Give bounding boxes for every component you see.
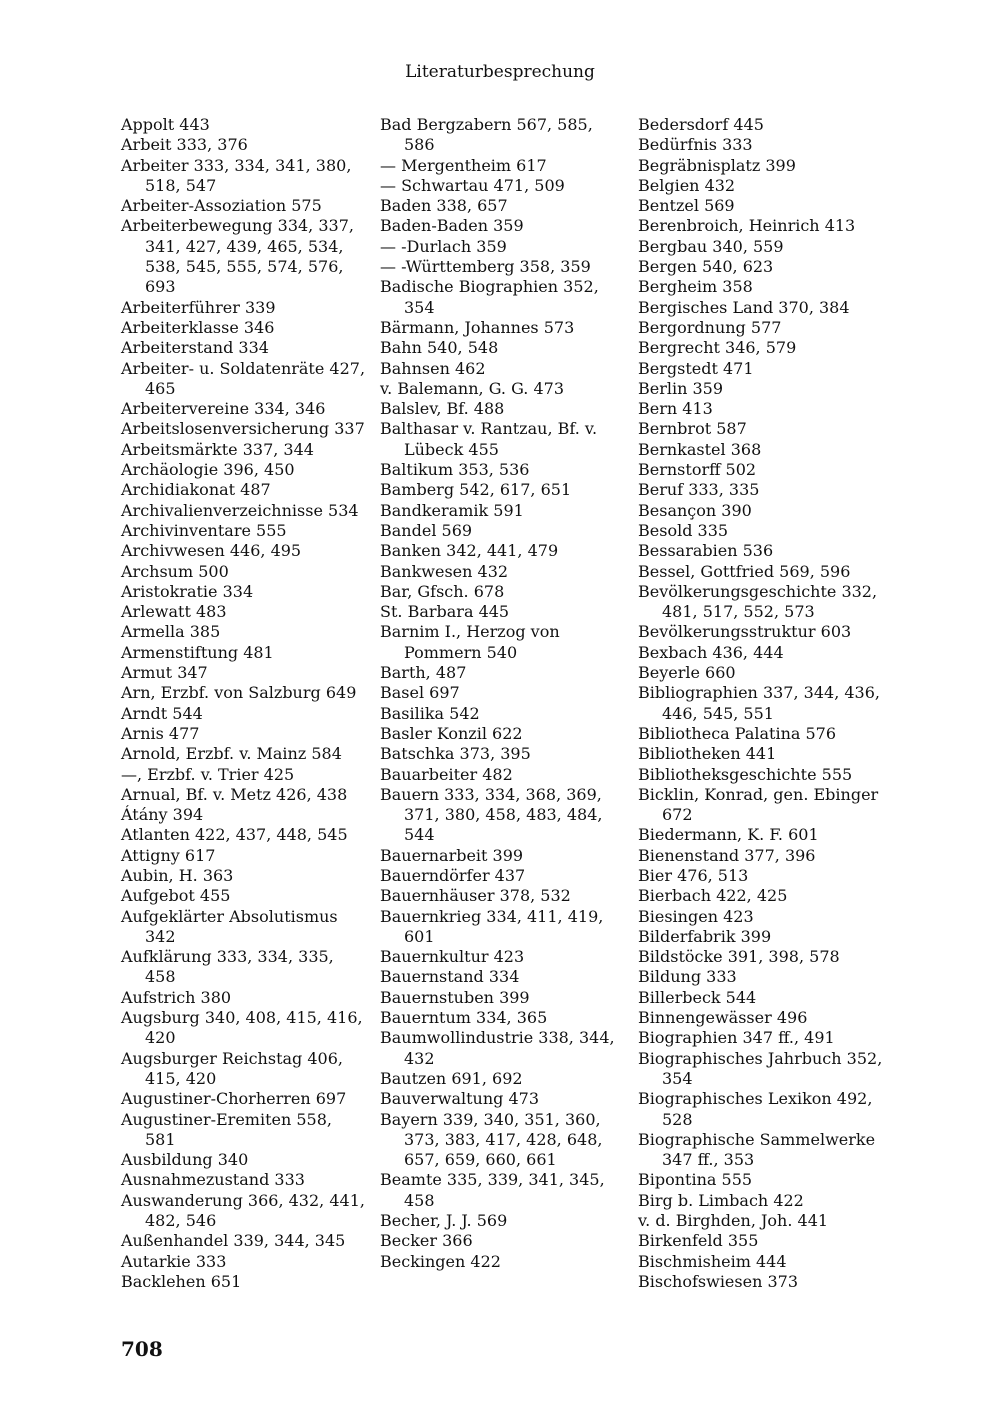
index-entry: Binnengewässer 496 xyxy=(638,1008,808,1028)
page-number: 708 xyxy=(121,1337,163,1361)
index-entry: Arbeit 333, 376 xyxy=(121,135,248,155)
index-entry: Bilderfabrik 399 xyxy=(638,926,772,946)
index-entry: Baumwollindustrie 338, 344, 432 xyxy=(380,1028,615,1068)
index-entry: Biographisches Lexikon 492, 528 xyxy=(638,1089,873,1129)
index-entry: Bipontina 555 xyxy=(638,1170,753,1190)
index-entry: Armella 385 xyxy=(121,622,221,642)
index-entry: Beckingen 422 xyxy=(380,1251,501,1271)
index-entry: Bauernkultur 423 xyxy=(380,947,525,967)
index-entry: Bern 413 xyxy=(638,399,713,419)
index-entry: Arbeiter-Assoziation 575 xyxy=(121,196,322,216)
index-entry: Augsburger Reichstag 406, 415, 420 xyxy=(121,1048,343,1088)
index-entry: Badische Biographien 352, 354 xyxy=(380,277,599,317)
index-entry: Archivwesen 446, 495 xyxy=(121,541,302,561)
index-entry: Bischofswiesen 373 xyxy=(638,1271,799,1291)
index-entry: Archidiakonat 487 xyxy=(121,480,271,500)
index-entry: Berenbroich, Heinrich 413 xyxy=(638,216,856,236)
index-entry: Arlewatt 483 xyxy=(121,602,227,622)
index-entry: — -Württemberg 358, 359 xyxy=(380,257,591,277)
index-entry: Bamberg 542, 617, 651 xyxy=(380,480,572,500)
index-entry: Arnold, Erzbf. v. Mainz 584 xyxy=(121,744,342,764)
index-entry: Bildung 333 xyxy=(638,967,737,987)
index-entry: Begräbnisplatz 399 xyxy=(638,155,796,175)
index-entry: Bauverwaltung 473 xyxy=(380,1089,540,1109)
index-entry: Bauernarbeit 399 xyxy=(380,845,524,865)
index-entry: Aufklärung 333, 334, 335, 458 xyxy=(121,947,334,987)
index-entry: v. Balemann, G. G. 473 xyxy=(380,378,564,398)
index-entry: Beyerle 660 xyxy=(638,663,736,683)
index-entry: Basilika 542 xyxy=(380,703,480,723)
index-entry: Baltikum 353, 536 xyxy=(380,460,530,480)
index-entry: Billerbeck 544 xyxy=(638,987,757,1007)
index-entry: Arn, Erzbf. von Salzburg 649 xyxy=(121,683,357,703)
index-entry: Bernbrot 587 xyxy=(638,419,747,439)
index-entry: Armut 347 xyxy=(121,663,208,683)
index-entry: Bärmann, Johannes 573 xyxy=(380,317,575,337)
index-entry: Augustiner-Eremiten 558, 581 xyxy=(121,1109,332,1149)
index-entry: Bildstöcke 391, 398, 578 xyxy=(638,947,840,967)
index-entry: Biographien 347 ff., 491 xyxy=(638,1028,835,1048)
index-entry: Basler Konzil 622 xyxy=(380,723,523,743)
index-entry: Arbeitslosenversicherung 337 xyxy=(121,419,365,439)
index-entry: Archäologie 396, 450 xyxy=(121,460,295,480)
index-entry: Bad Bergzabern 567, 585, 586 xyxy=(380,115,593,155)
index-entry: Arbeiterführer 339 xyxy=(121,297,276,317)
index-entry: Arbeiter 333, 334, 341, 380, 518, 547 xyxy=(121,155,352,195)
index-entry: Balthasar v. Rantzau, Bf. v. Lübeck 455 xyxy=(380,419,598,459)
index-entry: Aristokratie 334 xyxy=(121,581,254,601)
index-entry: Aufstrich 380 xyxy=(121,987,232,1007)
index-entry: Átány 394 xyxy=(121,805,204,825)
index-entry: Armenstiftung 481 xyxy=(121,642,274,662)
index-entry: Barnim I., Herzog von Pommern 540 xyxy=(380,622,560,662)
running-header: Literaturbesprechung xyxy=(405,62,595,82)
index-entry: Batschka 373, 395 xyxy=(380,744,531,764)
index-entry: Bibliotheksgeschichte 555 xyxy=(638,764,853,784)
index-entry: Bauernstand 334 xyxy=(380,967,520,987)
index-entry: v. d. Birghden, Joh. 441 xyxy=(638,1211,829,1231)
index-entry: Bexbach 436, 444 xyxy=(638,642,784,662)
index-entry: Bauern 333, 334, 368, 369, 371, 380, 458, 483, 484, 544 xyxy=(380,784,603,845)
index-entry: Arnual, Bf. v. Metz 426, 438 xyxy=(121,784,348,804)
index-entry: Beruf 333, 335 xyxy=(638,480,760,500)
index-entry: Bandkeramik 591 xyxy=(380,500,524,520)
index-entry: Bergordnung 577 xyxy=(638,317,782,337)
index-column-2 xyxy=(380,115,625,1272)
index-entry: Bahnsen 462 xyxy=(380,358,486,378)
index-entry: Bibliographien 337, 344, 436, 446, 545, 551 xyxy=(638,683,880,723)
index-entry: Bischmisheim 444 xyxy=(638,1251,787,1271)
index-entry: Bandel 569 xyxy=(380,520,473,540)
index-entry: Birkenfeld 355 xyxy=(638,1231,759,1251)
index-entry: Ausbildung 340 xyxy=(121,1150,249,1170)
index-entry: — Mergentheim 617 xyxy=(380,155,547,175)
index-entry: Aufgeklärter Absolutismus 342 xyxy=(121,906,338,946)
index-entry: Ausnahmezustand 333 xyxy=(121,1170,305,1190)
index-column-3 xyxy=(638,115,883,1292)
index-entry: Attigny 617 xyxy=(121,845,216,865)
index-entry: Bauernhäuser 378, 532 xyxy=(380,886,571,906)
index-entry: Bauernkrieg 334, 411, 419, 601 xyxy=(380,906,604,946)
index-entry: Bergisches Land 370, 384 xyxy=(638,297,850,317)
index-entry: Bergstedt 471 xyxy=(638,358,754,378)
index-entry: Bernkastel 368 xyxy=(638,439,762,459)
index-entry: Bevölkerungsgeschichte 332, 481, 517, 552, 573 xyxy=(638,581,878,622)
index-entry: Beamte 335, 339, 341, 345, 458 xyxy=(380,1170,605,1210)
index-entry: Bankwesen 432 xyxy=(380,561,509,581)
index-entry: Bergrecht 346, 579 xyxy=(638,338,797,358)
index-entry: Besançon 390 xyxy=(638,500,752,520)
index-entry: Aubin, H. 363 xyxy=(121,865,234,885)
index-entry: Becker 366 xyxy=(380,1231,473,1251)
index-entry: Birg b. Limbach 422 xyxy=(638,1190,804,1210)
index-entry: Augustiner-Chorherren 697 xyxy=(121,1089,347,1109)
index-entry: Arbeiterstand 334 xyxy=(121,338,269,358)
index-entry: Appolt 443 xyxy=(121,115,210,134)
index-entry: Bier 476, 513 xyxy=(638,865,749,885)
index-entry: Barth, 487 xyxy=(380,663,467,683)
index-entry: Atlanten 422, 437, 448, 545 xyxy=(121,825,348,845)
index-entry: Biographische Sammelwerke 347 ff., 353 xyxy=(638,1129,876,1170)
index-entry: Biedermann, K. F. 601 xyxy=(638,825,819,845)
index-entry: Bibliotheca Palatina 576 xyxy=(638,723,837,743)
index-entry: Bauerndörfer 437 xyxy=(380,865,526,885)
index-entry: Baden 338, 657 xyxy=(380,196,508,216)
index-entry: Arbeiterbewegung 334, 337, 341, 427, 439, 465, 534, 538, 545, 555, 574, 576, 693 xyxy=(121,216,354,297)
index-entry: Bienenstand 377, 396 xyxy=(638,845,816,865)
index-entry: — -Durlach 359 xyxy=(380,236,507,256)
index-entry: — Schwartau 471, 509 xyxy=(380,175,565,195)
index-entry: —, Erzbf. v. Trier 425 xyxy=(121,764,295,784)
index-entry: Belgien 432 xyxy=(638,175,736,195)
index-entry: Biographisches Jahrbuch 352, 354 xyxy=(638,1048,883,1088)
index-entry: Bessarabien 536 xyxy=(638,541,774,561)
index-entry: Arbeiter- u. Soldatenräte 427, 465 xyxy=(121,358,366,398)
index-entry: Autarkie 333 xyxy=(121,1251,227,1271)
index-entry: Bedersdorf 445 xyxy=(638,115,764,134)
index-entry: Berlin 359 xyxy=(638,378,724,398)
index-entry: Bar, Gfsch. 678 xyxy=(380,581,505,601)
index-entry: Bergbau 340, 559 xyxy=(638,236,784,256)
index-entry: Bierbach 422, 425 xyxy=(638,886,788,906)
index-entry: Becher, J. J. 569 xyxy=(380,1211,508,1231)
index-entry: Arbeitsmärkte 337, 344 xyxy=(121,439,314,459)
index-entry: Außenhandel 339, 344, 345 xyxy=(121,1231,346,1251)
index-entry: Bergen 540, 623 xyxy=(638,257,774,277)
index-entry: Bernstorff 502 xyxy=(638,460,757,480)
index-entry: Auswanderung 366, 432, 441, 482, 546 xyxy=(121,1190,365,1231)
index-entry: Bibliotheken 441 xyxy=(638,744,777,764)
index-entry: Bedürfnis 333 xyxy=(638,135,753,155)
index-entry: Augsburg 340, 408, 415, 416, 420 xyxy=(121,1008,363,1048)
index-entry: Bayern 339, 340, 351, 360, 373, 383, 417, 428, 648, 657, 659, 660, 661 xyxy=(380,1109,603,1170)
index-entry: Bergheim 358 xyxy=(638,277,753,297)
index-entry: Besold 335 xyxy=(638,520,729,540)
index-entry: Archivalienverzeichnisse 534 xyxy=(121,500,359,520)
index-entry: Bauarbeiter 482 xyxy=(380,764,513,784)
index-entry: St. Barbara 445 xyxy=(380,602,510,622)
index-entry: Archivinventare 555 xyxy=(121,520,287,540)
index-entry: Basel 697 xyxy=(380,683,460,703)
index-entry: Arndt 544 xyxy=(121,703,203,723)
index-entry: Bauerntum 334, 365 xyxy=(380,1008,548,1028)
index-entry: Archsum 500 xyxy=(121,561,229,581)
index-entry: Bevölkerungsstruktur 603 xyxy=(638,622,852,642)
index-entry: Balslev, Bf. 488 xyxy=(380,399,505,419)
index-entry: Baden-Baden 359 xyxy=(380,216,524,236)
index-entry: Arbeiterklasse 346 xyxy=(121,317,275,337)
index-entry: Bessel, Gottfried 569, 596 xyxy=(638,561,851,581)
index-entry: Backlehen 651 xyxy=(121,1271,242,1291)
index-entry: Biesingen 423 xyxy=(638,906,754,926)
index-entry: Bicklin, Konrad, gen. Ebinger 672 xyxy=(638,784,879,825)
index-entry: Bauernstuben 399 xyxy=(380,987,530,1007)
index-entry: Bahn 540, 548 xyxy=(380,338,499,358)
index-entry: Bentzel 569 xyxy=(638,196,735,216)
index-entry: Bautzen 691, 692 xyxy=(380,1068,523,1088)
index-entry: Arnis 477 xyxy=(121,723,200,743)
index-entry: Banken 342, 441, 479 xyxy=(380,541,559,561)
index-entry: Aufgebot 455 xyxy=(121,886,231,906)
index-entry: Arbeitervereine 334, 346 xyxy=(121,399,326,419)
index-column-1 xyxy=(121,115,366,1292)
